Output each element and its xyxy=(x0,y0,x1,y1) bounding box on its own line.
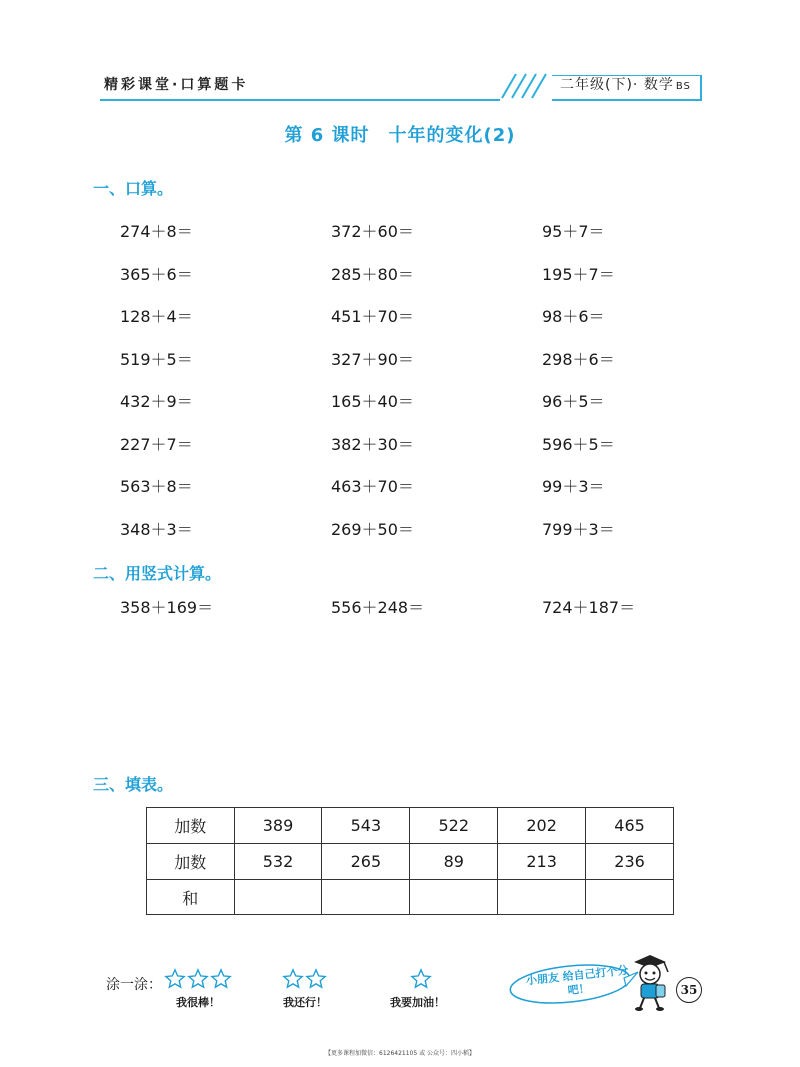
page-number: 35 xyxy=(676,977,702,1003)
oral-problem: 451＋70＝ xyxy=(331,307,414,326)
table-cell: 389 xyxy=(234,808,322,844)
edition-badge: BS xyxy=(675,81,691,92)
oral-problem: 596＋5＝ xyxy=(542,435,615,454)
oral-problem: 298＋6＝ xyxy=(542,350,615,369)
oral-problem: 96＋5＝ xyxy=(542,392,605,411)
table-cell: 213 xyxy=(498,844,586,880)
table-cell: 532 xyxy=(234,844,322,880)
star-icon[interactable] xyxy=(305,968,327,990)
row-header: 和 xyxy=(147,880,235,915)
answer-cell[interactable] xyxy=(322,880,410,915)
oral-problem: 285＋80＝ xyxy=(331,265,414,284)
oral-problem: 372＋60＝ xyxy=(331,222,414,241)
table-cell: 89 xyxy=(410,844,498,880)
oral-problem: 227＋7＝ xyxy=(120,435,193,454)
header-rule-left xyxy=(100,99,500,101)
row-header: 加数 xyxy=(147,808,235,844)
lesson-title: 第 6 课时 十年的变化(2) xyxy=(284,125,516,146)
table-cell: 543 xyxy=(322,808,410,844)
star-icon[interactable] xyxy=(282,968,304,990)
table-row xyxy=(147,808,674,844)
oral-problem: 269＋50＝ xyxy=(331,520,414,539)
oral-problem: 382＋30＝ xyxy=(331,435,414,454)
oral-problem: 95＋7＝ xyxy=(542,222,605,241)
section-title-vertical-calc: 二、用竖式计算。 xyxy=(93,564,222,583)
self-rating-label: 涂一涂： xyxy=(106,977,162,993)
table-cell: 265 xyxy=(322,844,410,880)
oral-problem: 98＋6＝ xyxy=(542,307,605,326)
answer-cell[interactable] xyxy=(586,880,674,915)
table-cell: 522 xyxy=(410,808,498,844)
oral-problem: 519＋5＝ xyxy=(120,350,193,369)
addition-table xyxy=(146,807,674,915)
star-icon[interactable] xyxy=(164,968,186,990)
table-cell: 202 xyxy=(498,808,586,844)
header-box-top xyxy=(552,75,700,76)
grade-subject xyxy=(560,74,691,94)
rating-stars-three[interactable] xyxy=(164,968,232,990)
oral-problem: 799＋3＝ xyxy=(542,520,615,539)
vertical-calc-problem: 724＋187＝ xyxy=(542,598,636,617)
oral-problem: 327＋90＝ xyxy=(331,350,414,369)
speech-bubble-text: 小朋友 给自己打个分吧！ xyxy=(525,963,630,998)
table-cell: 236 xyxy=(586,844,674,880)
star-icon[interactable] xyxy=(210,968,232,990)
oral-problem: 195＋7＝ xyxy=(542,265,615,284)
table-row xyxy=(147,880,674,915)
star-icon[interactable] xyxy=(410,968,432,990)
grade-subject-text: 二年级(下)· 数学 xyxy=(560,77,674,93)
row-header: 加数 xyxy=(147,844,235,880)
student-mascot-icon xyxy=(626,952,674,1012)
oral-problem: 274＋8＝ xyxy=(120,222,193,241)
star-icon[interactable] xyxy=(187,968,209,990)
oral-problem: 563＋8＝ xyxy=(120,477,193,496)
answer-cell[interactable] xyxy=(234,880,322,915)
vertical-calc-problem: 556＋248＝ xyxy=(331,598,425,617)
answer-cell[interactable] xyxy=(498,880,586,915)
oral-problem: 348＋3＝ xyxy=(120,520,193,539)
header-stripes-decoration xyxy=(498,68,554,100)
rating-text: 我还行！ xyxy=(283,996,327,1009)
oral-problem: 128＋4＝ xyxy=(120,307,193,326)
oral-problem: 365＋6＝ xyxy=(120,265,193,284)
header-box-edge xyxy=(700,75,702,101)
book-title: 精彩课堂·口算题卡 xyxy=(104,77,249,93)
answer-cell[interactable] xyxy=(410,880,498,915)
table-cell: 465 xyxy=(586,808,674,844)
oral-problem: 99＋3＝ xyxy=(542,477,605,496)
header-rule-right xyxy=(552,99,700,101)
rating-stars-one[interactable] xyxy=(410,968,432,990)
rating-text: 我很棒！ xyxy=(176,996,220,1009)
table-row xyxy=(147,844,674,880)
oral-problem: 463＋70＝ xyxy=(331,477,414,496)
vertical-calc-problem: 358＋169＝ xyxy=(120,598,214,617)
rating-stars-two[interactable] xyxy=(282,968,327,990)
section-title-fill-table: 三、填表。 xyxy=(93,775,174,794)
oral-problem: 165＋40＝ xyxy=(331,392,414,411)
rating-text: 我要加油！ xyxy=(390,996,445,1009)
section-title-oral-arithmetic: 一、口算。 xyxy=(93,179,174,198)
bottom-note: 【更多课程加微信：6126421105 或 公众号：四小稻】 xyxy=(325,1050,475,1057)
oral-problem: 432＋9＝ xyxy=(120,392,193,411)
